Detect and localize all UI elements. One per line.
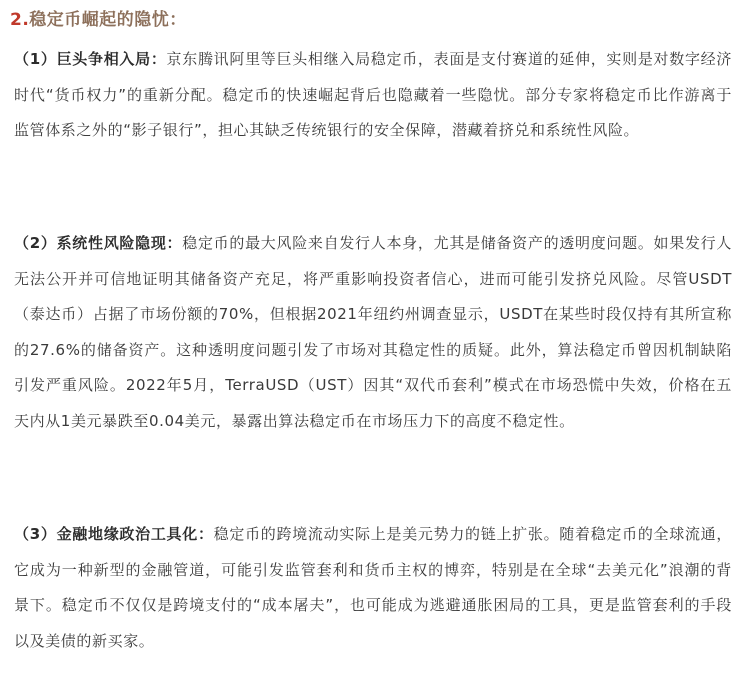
section-title: 稳定币崛起的隐忧： bbox=[29, 10, 187, 30]
paragraph-lead: （3）金融地缘政治工具化： bbox=[14, 525, 214, 543]
paragraph-giants-entering bbox=[14, 42, 732, 149]
section-heading bbox=[10, 6, 187, 34]
paragraph-systemic-risk bbox=[14, 226, 732, 439]
paragraph-geopolitical-tool bbox=[14, 517, 732, 659]
paragraph-body: 京东腾讯阿里等巨头相继入局稳定币，表面是支付赛道的延伸，实则是对数字经济时代“货币权力”的重新分配。稳定币的快速崛起背后也隐藏着一些隐忧。部分专家将稳定币比作游离于监管体系之外的“影子银行”，担心其缺乏传统银行的安全保障，潜藏着挤兑和系统性风险。 bbox=[14, 50, 732, 139]
paragraph-lead: （1）巨头争相入局： bbox=[14, 50, 167, 68]
paragraph-lead: （2）系统性风险隐现： bbox=[14, 234, 183, 252]
paragraph-body: 稳定币的最大风险来自发行人本身，尤其是储备资产的透明度问题。如果发行人无法公开并可信地证明其储备资产充足，将严重影响投资者信心，进而可能引发挤兑风险。尽管USDT（泰达币）占据了市场份额的70%，但根据2021年纽约州调查显示，USDT在某些时段仅持有其所宣称的27.6%的储备资产。这种透明度问题引发了市场对其稳定性的质疑。此外，算法稳定币曾因机制缺陷引发严重风险。2022年5月，TerraUSD（UST）因其“双代币套利”模式在市场恐慌中失效，价格在五天内从1美元暴跌至0.04美元，暴露出算法稳定币在市场压力下的高度不稳定性。 bbox=[14, 234, 732, 430]
paragraph-body: 稳定币的跨境流动实际上是美元势力的链上扩张。随着稳定币的全球流通，它成为一种新型的金融管道，可能引发监管套利和货币主权的博弈，特别是在全球“去美元化”浪潮的背景下。稳定币不仅仅是跨境支付的“成本屠夫”，也可能成为逃避通胀困局的工具，更是监管套利的手段以及美债的新买家。 bbox=[14, 525, 732, 650]
section-number: 2. bbox=[10, 10, 30, 30]
